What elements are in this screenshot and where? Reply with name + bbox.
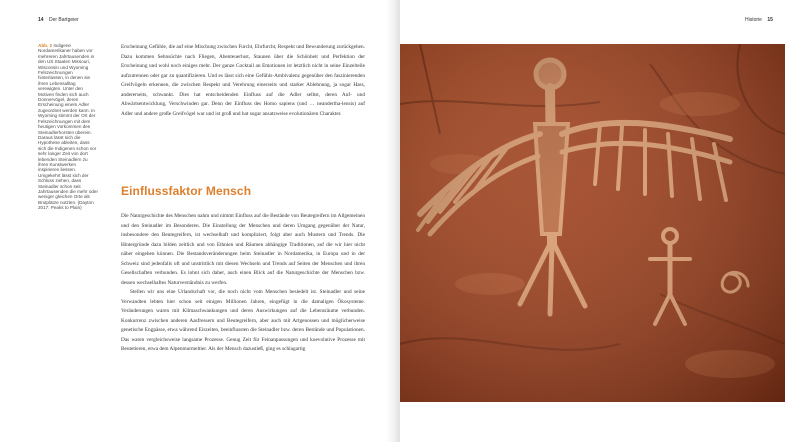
petroglyph-photo — [400, 44, 785, 402]
book-gutter — [386, 0, 400, 442]
right-page-number: 15 — [767, 17, 773, 23]
right-running-head-title: Historie — [745, 17, 762, 23]
body-paragraph-1: Erscheinung Gefühle, die auf eine Mischung zwischen Furcht, Ehrfurcht, Respekt und Bewunderung zurückgehen. Dazu kommen Sehnsüchte nach Fliegen, Abenteuerlust, Staunen über die Schönheit und Perfektion der Erscheinung und wohl noch einiges mehr. Der ganze Cocktail an Emotionen ist letztlich nicht in seine Einzelteile aufzutrennen oder gar zu quantifizieren. Und es lässt sich eine Gefühls-Ambivalenz gegenüber den faszinierenden Greifvögeln erkennen, die zwischen Respekt und Verehrung einerseits und starker Ablehnung, ja sogar Hass, andererseits, schwankt. Dies hat entscheidenden Einfluss auf die Adler selbst, deren Auf- und Abwärtsentwicklung, Verschwinden gar. Denn der Einfluss des Homo sapiens (und … neandertha-lensis) auf Adler und andere große Greifvögel war und ist groß und hat sogar ansatzweise evolutionären Charakter. — [121, 44, 365, 117]
section-heading: Einflussfaktor Mensch — [121, 184, 252, 198]
left-page-number: 14 — [38, 17, 44, 23]
caption-label: Abb. 2 — [38, 43, 53, 48]
body-paragraph-2: Die Naturgeschichte des Menschen nahm und nimmt Einfluss auf die Bestände von Beutegreifern im Allgemeinen und den Steinadler im Besonderen. Die Einstellung der Menschen und deren Umgang gegenüber der Natur, insbesondere den Beutegreifern, ist wechselhaft und kompliziert, folgt aber auch Mustern und Trends. Die Hintergründe dazu bilden zeitlich und von Ethnien und Räumen abhängige Traditionen, auf die wir hier nicht näher eingehen können. Die Bestandsveränderungen beim Steinadler in Nordamerika, in Europa und in der Schweiz sind jedenfalls oft und unstrittlich mit diesen Wechseln und Trends auf Seiten der Menschen und ihren Gesellschaften verbunden. Es lohnt sich daher, auch einen Blick auf die Naturgeschichte der Menschen bzw. dessen wechselhaftes Naturverständnis zu werfen. — [121, 213, 365, 286]
petroglyph-image — [400, 44, 785, 402]
body-paragraph-3: Stellen wir uns eine Urlandschaft vor, die noch nicht vom Menschen besiedelt ist. Steinadler und seine Verwandten lebten hier schon seit einigen Millionen Jahren, eingefügt in die damaligen Ökosysteme. Veränderungen waren mit Klimaschwankungen und deren Auswirkungen auf die Lebensräume verbunden. Konkurrenz zwischen anderen Aasfressern und Beutegreifern, aber auch mit Artgenossen und möglicherweise genetische Engpässe, etwa während Eiszeiten, beeinflussten die Steinadler bzw. deren Bestände und Populationen. Das waren vergleichsweise langsame Prozesse. Genug Zeit für Feinanpassungen und koevolutive Prozesse mit Beutetieren, etwa dem Alpenmurmeltier. Als der Mensch dazustieß, ging es schlagartig — [121, 289, 365, 352]
figure-caption — [38, 43, 98, 211]
left-running-head — [38, 17, 79, 23]
body-text-lower — [121, 212, 365, 355]
right-running-head — [745, 17, 773, 23]
left-running-head-title: Der Bartgeier — [48, 17, 79, 23]
rock-shading — [400, 44, 785, 402]
caption-text: Indigene Nordamerikaner haben vor mehreren Jahrtausenden in den US Staaten Missouri, Wisconsin und Wyoming Felszeichnungen hinterlassen, in denen sie ihren Lebensalltag verewigten. Unter den Motiven finden sich auch Donnervögel, deren Erscheinung einem Adler zugeordnet werden kann. In Wyoming stimmt der Ort der Felszeichnungen mit dem heutigen Vorkommen des Steinadlerhorsten überein. Daraus lässt sich die Hypothese ableiten, dass sich die Indigenen schon vor sehr langer Zeit von dort lebenden Steinadlern zu ihren Kunstwerken inspirieren liessen. Umgekehrt lässt sich der Schluss ziehen, dass Steinadler schon seit Jahrtausenden die mehr oder weniger gleichen Orte als Brutplätze nutzten. (Dayton 2017: Peaks to Plain) — [38, 43, 99, 211]
